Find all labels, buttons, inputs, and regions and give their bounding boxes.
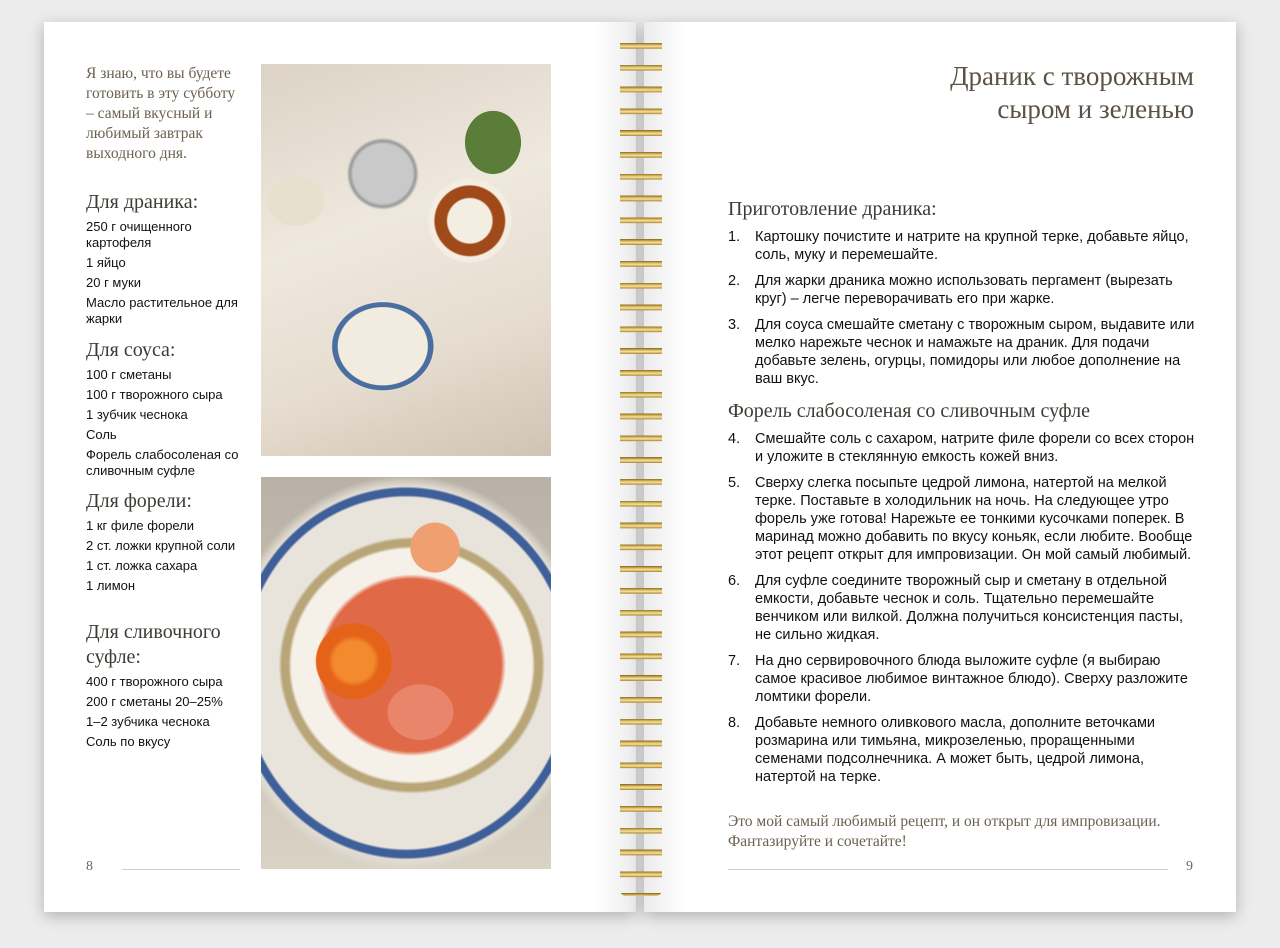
ingredient-item: Масло растительное для жарки: [86, 295, 238, 326]
ingredients-title: Для форели:: [86, 490, 192, 512]
spiral-binding: [620, 36, 662, 896]
ingredients-title: Для соуса:: [86, 339, 176, 361]
ingredient-item: 1 лимон: [86, 578, 136, 593]
step-number: 3.: [728, 317, 741, 333]
step-text: Картошку почистите и натрите на крупной терке, добавьте яйцо, соль, муку и перемешайте.: [755, 229, 1189, 263]
step-item: [728, 228, 1198, 264]
right-page: [644, 22, 1236, 912]
step-item: [728, 652, 1198, 706]
step-item: [728, 572, 1198, 644]
ingredient-item: Соль: [86, 427, 117, 442]
ingredient-item: 1 зубчик чеснока: [86, 407, 188, 422]
recipe-title: [874, 60, 1194, 126]
step-number: 6.: [728, 573, 741, 589]
ingredients-title: Для сливочного суфле:: [86, 621, 221, 668]
intro-text: Я знаю, что вы будете готовить в эту субботу – самый вкусный и любимый завтрак выходного дня.: [86, 65, 236, 162]
ingredient-item: 1–2 зубчика чеснока: [86, 714, 210, 729]
step-number: 7.: [728, 653, 741, 669]
footer-rule: [122, 869, 240, 870]
section-title-draniki: Приготовление драника:: [728, 198, 937, 220]
step-item: [728, 316, 1198, 388]
ingredient-item: 200 г сметаны 20–25%: [86, 694, 223, 709]
steps-trout: [728, 430, 1198, 794]
step-text: Для жарки драника можно использовать пергамент (вырезать круг) – легче переворачивать его при жарке.: [755, 273, 1173, 307]
ingredients-trout: [86, 489, 256, 598]
section-title-trout: Форель слабосоленая со сливочным суфле: [728, 400, 1090, 422]
ingredients-sauce: [86, 338, 256, 483]
step-number: 5.: [728, 475, 741, 491]
outro-text: Это мой самый любимый рецепт, и он открыт для импровизации. Фантазируйте и сочетайте!: [728, 813, 1161, 850]
trout-draniki-photo: [261, 477, 551, 869]
page-number-left: 8: [86, 859, 93, 874]
ingredient-item: Соль по вкусу: [86, 734, 171, 749]
step-item: [728, 272, 1198, 308]
step-text: Для соуса смешайте сметану с творожным сыром, выдавите или мелко нарежьте чеснок и намажьте на драник. Для подачи добавьте зелень, огурцы, помидоры или любое дополнение на ваш вкус.: [755, 317, 1195, 387]
step-text: Для суфле соедините творожный сыр и сметану в отдельной емкости, добавьте чеснок и соль. Тщательно перемешайте венчиком или вилкой. Должна получиться консистенция пасты, не сильно жидкая.: [755, 573, 1184, 643]
ingredients-souffle: [86, 620, 236, 754]
ingredient-item: 1 ст. ложка сахара: [86, 558, 198, 573]
ingredient-item: 100 г творожного сыра: [86, 387, 223, 402]
ingredient-item: 250 г очищенного картофеля: [86, 219, 192, 250]
step-item: [728, 430, 1198, 466]
ingredient-item: 400 г творожного сыра: [86, 674, 223, 689]
table-setting-photo: [261, 64, 551, 456]
step-number: 4.: [728, 431, 741, 447]
footer-rule: [728, 869, 1168, 870]
step-number: 1.: [728, 229, 741, 245]
step-item: [728, 714, 1198, 786]
step-text: Смешайте соль с сахаром, натрите филе форели со всех сторон и уложите в стеклянную емкость кожей вниз.: [755, 431, 1195, 465]
step-number: 8.: [728, 715, 741, 731]
ingredient-item: Форель слабосоленая со сливочным суфле: [86, 447, 239, 478]
page-number-right: 9: [1186, 859, 1193, 874]
ingredient-item: 100 г сметаны: [86, 367, 172, 382]
step-item: [728, 474, 1198, 564]
ingredients-title: Для драника:: [86, 191, 199, 213]
recipe-title-line: Драник с творожным: [950, 61, 1194, 91]
recipe-title-line: сыром и зеленью: [997, 94, 1194, 124]
ingredient-item: 1 кг филе форели: [86, 518, 195, 533]
ingredient-item: 1 яйцо: [86, 255, 126, 270]
steps-draniki: [728, 228, 1198, 396]
ingredients-draniki: [86, 190, 256, 331]
step-text: Сверху слегка посыпьте цедрой лимона, натертой на мелкой терке. Поставьте в холодильник на ночь. На следующее утро форель уже готова! Нарежьте ее тонкими кусочками поперек. В маринад можно добавить по вкусу коньяк, если любите. Вообще этот рецепт открыт для импровизации. Он мой самый любимый.: [755, 475, 1193, 563]
left-page: [44, 22, 636, 912]
step-text: На дно сервировочного блюда выложите суфле (я выбираю самое красивое любимое винтажное блюдо). Сверху разложите ломтики форели.: [755, 653, 1188, 705]
ingredient-item: 20 г муки: [86, 275, 141, 290]
step-text: Добавьте немного оливкового масла, дополните веточками розмарина или тимьяна, микрозеленью, проращенными семенами подсолнечника. А может быть, цедрой лимона, натертой на терке.: [755, 715, 1156, 785]
step-number: 2.: [728, 273, 741, 289]
ingredient-item: 2 ст. ложки крупной соли: [86, 538, 236, 553]
